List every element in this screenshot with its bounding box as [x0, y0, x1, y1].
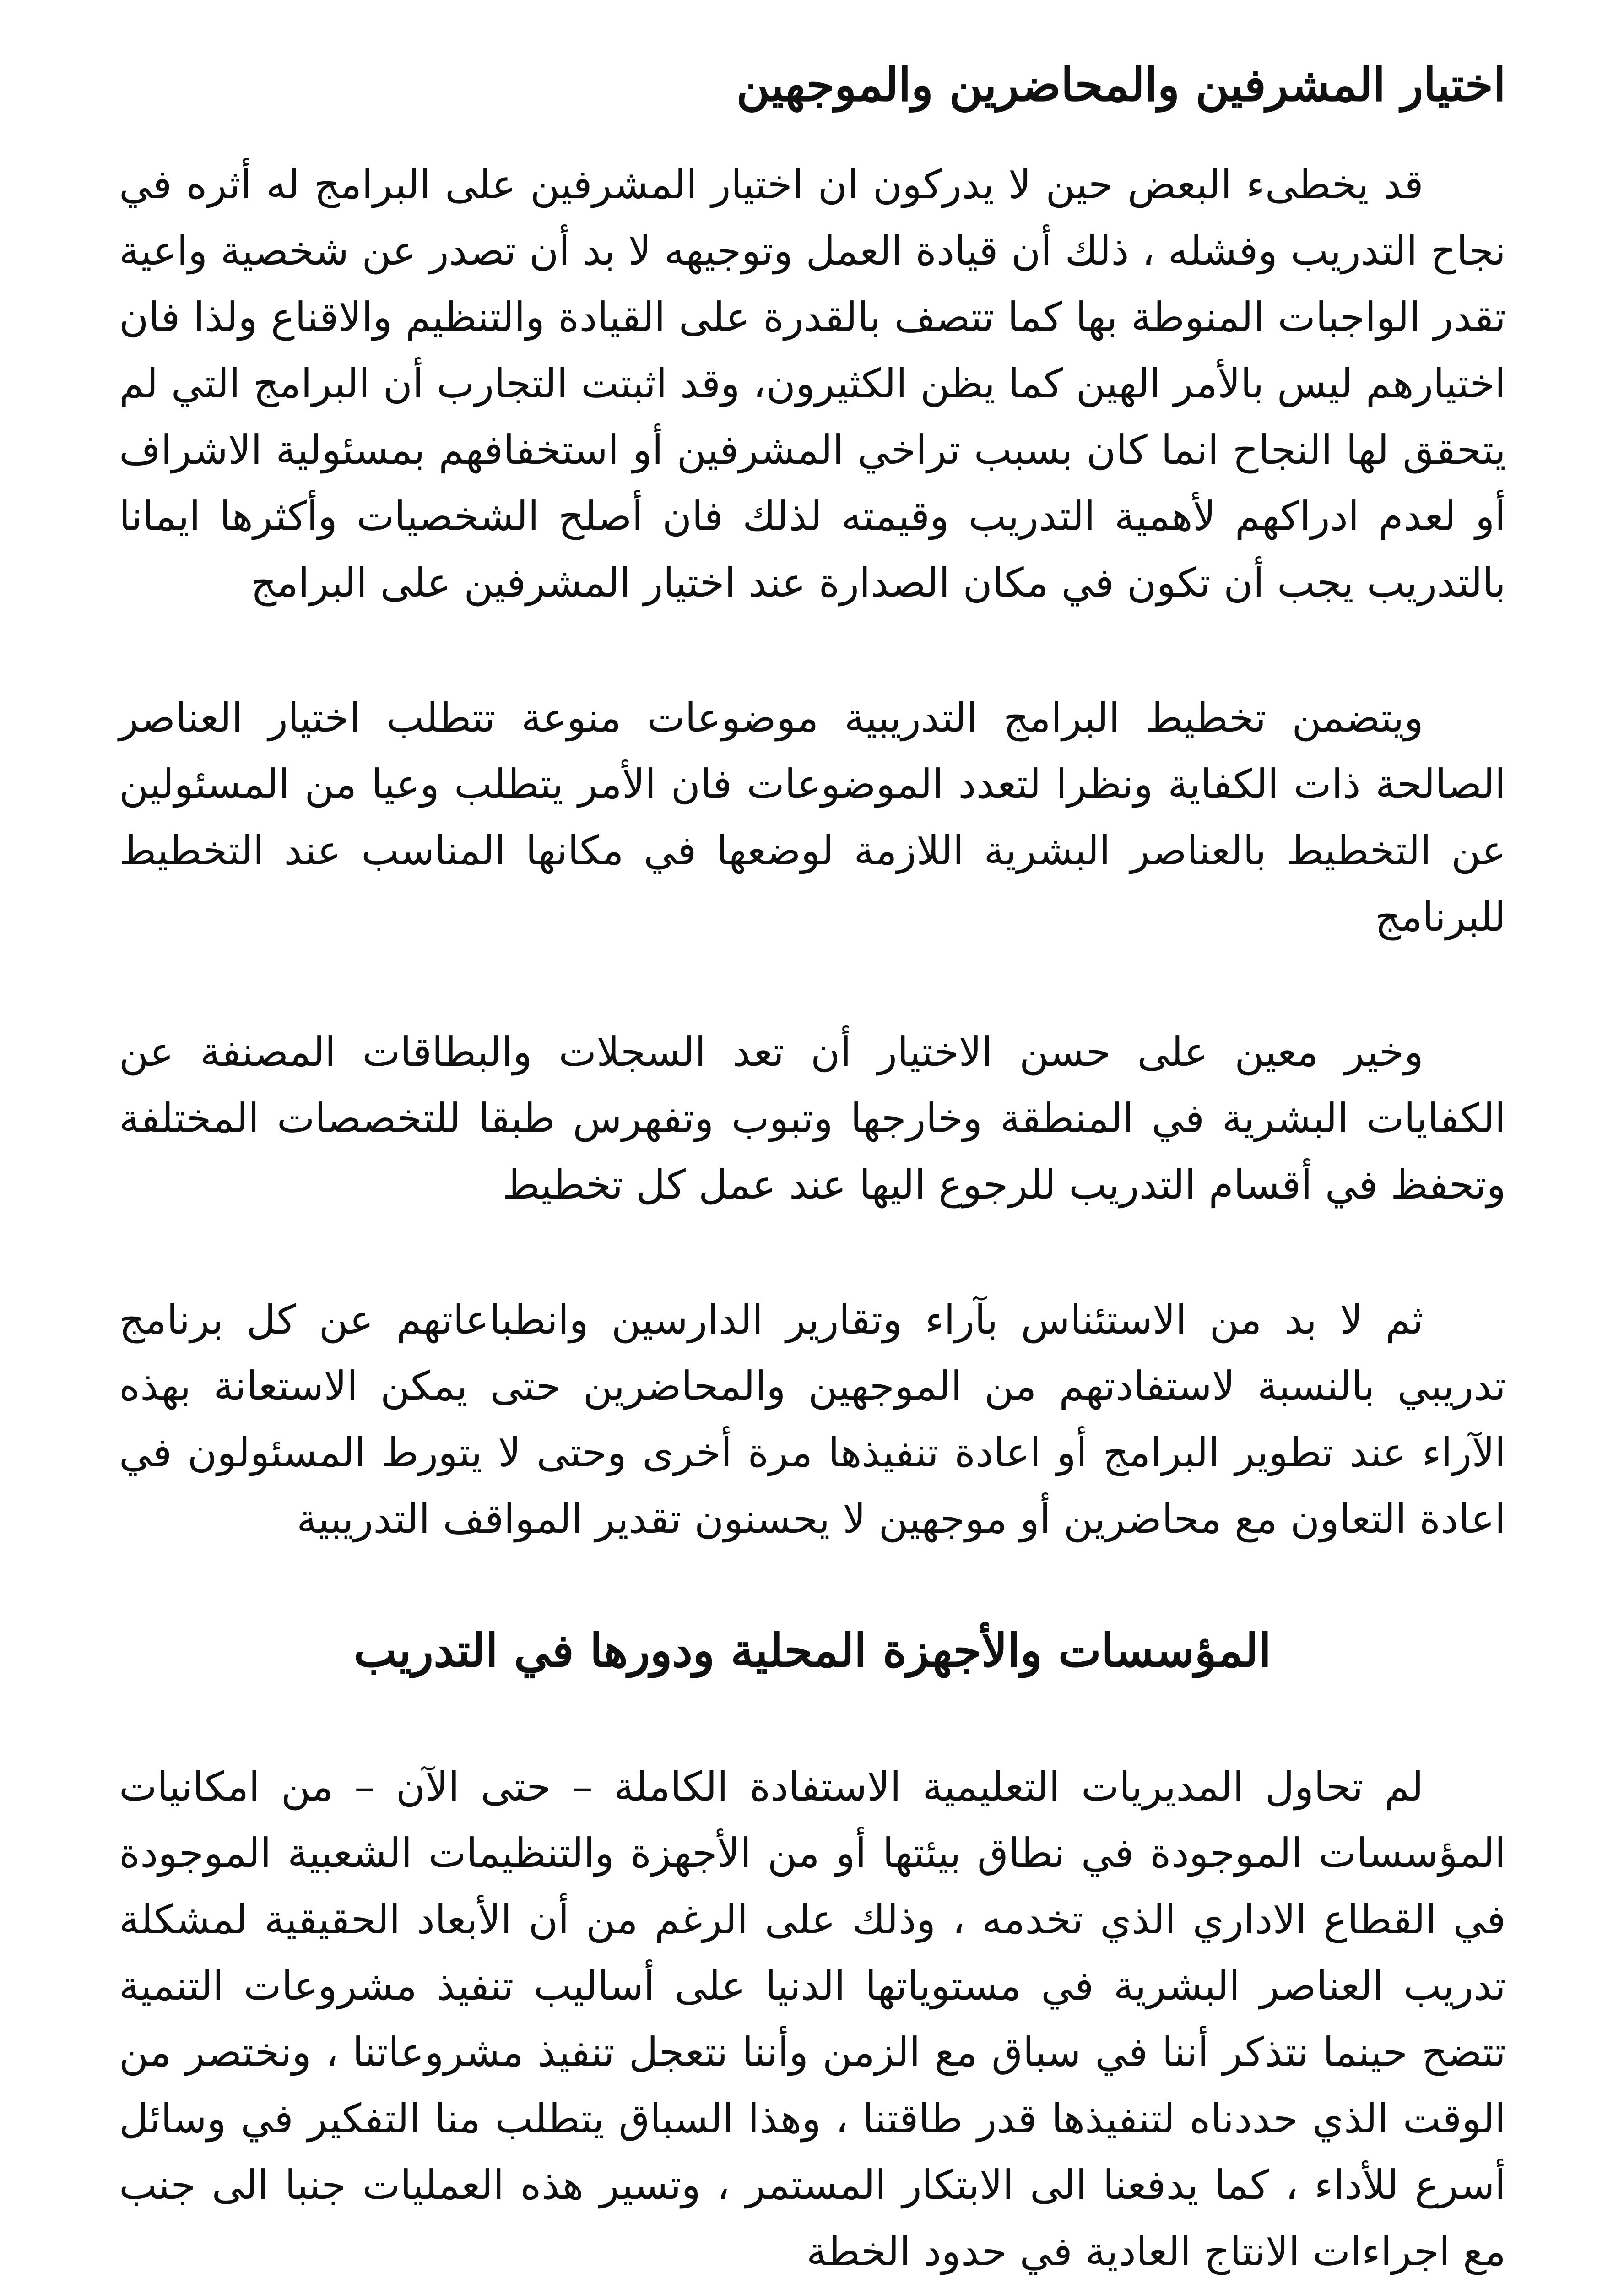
paragraph: وخير معين على حسن الاختيار أن تعد السجلات والبطاقات المصنفة عن الكفايات البشرية في المنطقة وخارجها وتبوب وتفهرس طبقا للتخصصات المختلفة وتحفظ في أقسام التدريب للرجوع اليها عند عمل كل تخطيط	[119, 1028, 1506, 1208]
section-title-local-institutions: المؤسسات والأجهزة المحلية ودورها في التدريب	[353, 1623, 1272, 1677]
document-page	[119, 50, 1506, 2289]
section-title-supervisors: اختيار المشرفين والمحاضرين والموجهين	[736, 58, 1506, 112]
paragraph: قد يخطىء البعض حين لا يدركون ان اختيار المشرفين على البرامج له أثره في نجاح التدريب وفشله ، ذلك أن قيادة العمل وتوجيهه لا بد أن تصدر عن شخصية واعية تقدر الواجبات المنوطة بها كما تتصف بالقدرة على القيادة والتنظيم والاقناع ولذا فان اختيارهم ليس بالأمر الهين كما يظن الكثيرون، وقد اثبتت التجارب أن البرامج التي لم يتحقق لها النجاح انما كان بسبب تراخي المشرفين أو استخفافهم بمسئولية الاشراف أو لعدم ادراكهم لأهمية التدريب وقيمته لذلك فان أصلح الشخصيات وأكثرها ايمانا بالتدريب يجب أن تكون في مكان الصدارة عند اختيار المشرفين على البرامج	[119, 161, 1506, 606]
paragraph: لم تحاول المديريات التعليمية الاستفادة الكاملة – حتى الآن – من امكانيات المؤسسات الموجودة في نطاق بيئتها أو من الأجهزة والتنظيمات الشعبية الموجودة في القطاع الاداري الذي تخدمه ، وذلك على الرغم من أن الأبعاد الحقيقية لمشكلة تدريب العناصر البشرية في مستوياتها الدنيا على أساليب تنفيذ مشروعات التنمية تتضح حينما نتذكر أننا في سباق مع الزمن وأننا نتعجل تنفيذ مشروعاتنا ، ونختصر من الوقت الذي حددناه لتنفيذها قدر طاقتنا ، وهذا السباق يتطلب منا التفكير في وسائل أسرع للأداء ، كما يدفعنا الى الابتكار المستمر ، وتسير هذه العمليات جنبا الى جنب مع اجراءات الانتاج العادية في حدود الخطة	[119, 1763, 1506, 2275]
paragraph: ويتضمن تخطيط البرامج التدريبية موضوعات منوعة تتطلب اختيار العناصر الصالحة ذات الكفاية ونظرا لتعدد الموضوعات فان الأمر يتطلب وعيا من المسئولين عن التخطيط بالعناصر البشرية اللازمة لوضعها في مكانها المناسب عند التخطيط للبرنامج	[119, 694, 1506, 940]
paragraph: ثم لا بد من الاستئناس بآراء وتقارير الدارسين وانطباعاتهم عن كل برنامج تدريبي بالنسبة لاستفادتهم من الموجهين والمحاضرين حتى يمكن الاستعانة بهذه الآراء عند تطوير البرامج أو اعادة تنفيذها مرة أخرى وحتى لا يتورط المسئولون في اعادة التعاون مع محاضرين أو موجهين لا يحسنون تقدير المواقف التدريبية	[119, 1296, 1506, 1542]
